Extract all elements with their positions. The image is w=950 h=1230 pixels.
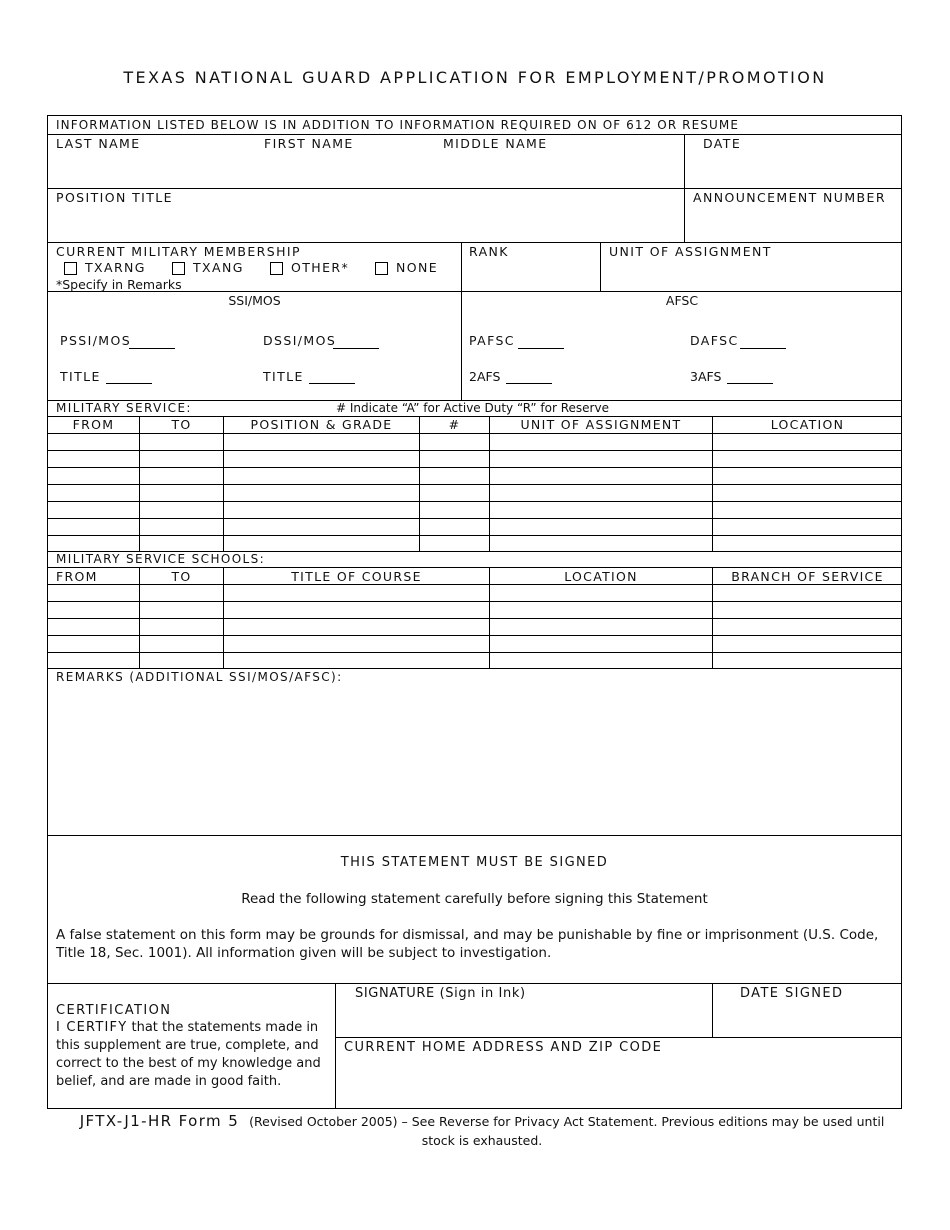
specify-note: *Specify in Remarks — [56, 277, 182, 292]
divider — [335, 1037, 902, 1038]
header-note: INFORMATION LISTED BELOW IS IN ADDITION TO INFORMATION REQUIRED ON OF 612 OR RESUME — [56, 118, 740, 132]
column-header-position-grade: POSITION & GRADE — [250, 417, 393, 432]
statement-heading: THIS STATEMENT MUST BE SIGNED — [340, 855, 609, 870]
date-label: DATE — [703, 136, 742, 151]
footer — [62, 1112, 902, 1150]
divider — [47, 188, 902, 189]
divider — [47, 567, 902, 568]
txarng-checkbox[interactable] — [64, 262, 77, 275]
form-id: JFTX-J1-HR Form 5 — [79, 1112, 240, 1130]
title-blank[interactable] — [106, 383, 152, 384]
pafsc-blank[interactable] — [518, 348, 564, 349]
2afs-label: 2AFS — [469, 369, 501, 384]
date-signed-field[interactable] — [713, 1004, 901, 1036]
certification-heading: CERTIFICATION — [56, 1003, 172, 1018]
other-checkbox[interactable] — [270, 262, 283, 275]
column-header-branch: BRANCH OF SERVICE — [731, 569, 884, 584]
pssi-mos-label: PSSI/MOS — [60, 333, 132, 348]
txarng-label: TXARNG — [85, 260, 146, 275]
address-field[interactable] — [336, 1058, 901, 1108]
date-signed-label: DATE SIGNED — [740, 986, 844, 1001]
divider — [684, 134, 685, 242]
pssi-mos-blank[interactable] — [129, 348, 175, 349]
pafsc-label: PAFSC — [469, 333, 515, 348]
table-row[interactable] — [48, 485, 901, 501]
remarks-label: REMARKS (ADDITIONAL SSI/MOS/AFSC): — [56, 670, 343, 684]
signature-label: SIGNATURE (Sign in Ink) — [355, 986, 526, 1001]
column-header-from: FROM — [72, 417, 115, 432]
divider — [47, 983, 902, 984]
footer-text-block — [62, 1112, 902, 1150]
schools-label: MILITARY SERVICE SCHOOLS: — [56, 552, 266, 566]
divider — [600, 242, 601, 291]
divider — [47, 835, 902, 836]
form-title: TEXAS NATIONAL GUARD APPLICATION FOR EMPLOYMENT/PROMOTION — [123, 68, 827, 87]
middle-name-label: MIDDLE NAME — [443, 136, 548, 151]
position-title-label: POSITION TITLE — [56, 190, 173, 205]
txang-checkbox[interactable] — [172, 262, 185, 275]
txang-label: TXANG — [193, 260, 244, 275]
date-field[interactable] — [686, 152, 900, 186]
table-row[interactable] — [48, 585, 901, 601]
statement-instruction: Read the following statement carefully before signing this Statement — [241, 891, 708, 907]
title-label: TITLE — [60, 369, 101, 384]
last-name-label: LAST NAME — [56, 136, 141, 151]
name-field[interactable] — [48, 152, 682, 186]
position-title-field[interactable] — [48, 206, 682, 240]
table-row[interactable] — [48, 451, 901, 467]
table-row[interactable] — [48, 602, 901, 618]
divider — [47, 134, 902, 135]
military-service-label: MILITARY SERVICE: — [56, 401, 192, 415]
table-row[interactable] — [48, 434, 901, 450]
column-header-course: TITLE OF COURSE — [291, 569, 422, 584]
table-row[interactable] — [48, 536, 901, 551]
membership-label: CURRENT MILITARY MEMBERSHIP — [56, 244, 301, 259]
3afs-blank[interactable] — [727, 383, 773, 384]
dafsc-blank[interactable] — [740, 348, 786, 349]
signature-field[interactable] — [336, 1004, 711, 1036]
remarks-field[interactable] — [48, 688, 901, 834]
announcement-number-field[interactable] — [686, 206, 900, 240]
table-row[interactable] — [48, 653, 901, 668]
divider — [461, 242, 462, 400]
column-header-number: # — [448, 417, 461, 432]
unit-label: UNIT OF ASSIGNMENT — [609, 244, 772, 259]
column-header-location: LOCATION — [564, 569, 638, 584]
afsc-heading: AFSC — [665, 293, 699, 308]
column-header-to: TO — [171, 569, 192, 584]
column-header-to: TO — [171, 417, 192, 432]
table-row[interactable] — [48, 619, 901, 635]
active-reserve-note: # Indicate “A” for Active Duty “R” for Reserve — [336, 401, 609, 415]
table-row[interactable] — [48, 636, 901, 652]
first-name-label: FIRST NAME — [264, 136, 354, 151]
column-header-location: LOCATION — [770, 417, 845, 432]
none-checkbox[interactable] — [375, 262, 388, 275]
ssi-mos-heading: SSI/MOS — [228, 293, 281, 308]
certify-body: that the statements made in this supplement are true, complete, and correct to the best of my knowledge and belief, and are made in good faith. — [56, 1020, 321, 1089]
footer-text: (Revised October 2005) – See Reverse for Privacy Act Statement. Previous editions may be used until stock is exhausted. — [249, 1114, 885, 1148]
none-label: NONE — [396, 260, 439, 275]
address-label: CURRENT HOME ADDRESS AND ZIP CODE — [344, 1040, 663, 1055]
announcement-number-label: ANNOUNCEMENT NUMBER — [693, 190, 886, 205]
title-label: TITLE — [263, 369, 304, 384]
column-header-unit: UNIT OF ASSIGNMENT — [520, 417, 682, 432]
2afs-blank[interactable] — [506, 383, 552, 384]
divider — [47, 668, 902, 669]
rank-label: RANK — [469, 244, 509, 259]
dssi-mos-label: DSSI/MOS — [263, 333, 337, 348]
other-label: OTHER* — [291, 260, 350, 275]
certification-text — [56, 1019, 331, 1091]
certify-lead: I CERTIFY — [56, 1020, 128, 1035]
3afs-label: 3AFS — [690, 369, 722, 384]
statement-body: A false statement on this form may be grounds for dismissal, and may be punishable by fine or imprisonment (U.S. Code, Title 18, Sec. 1001). All information given will be subject to investigation. — [56, 927, 879, 961]
dssi-mos-blank[interactable] — [333, 348, 379, 349]
table-row[interactable] — [48, 519, 901, 535]
table-row[interactable] — [48, 468, 901, 484]
title-blank[interactable] — [309, 383, 355, 384]
table-row[interactable] — [48, 502, 901, 518]
column-header-from: FROM — [56, 569, 98, 584]
dafsc-label: DAFSC — [690, 333, 739, 348]
divider — [47, 242, 902, 243]
